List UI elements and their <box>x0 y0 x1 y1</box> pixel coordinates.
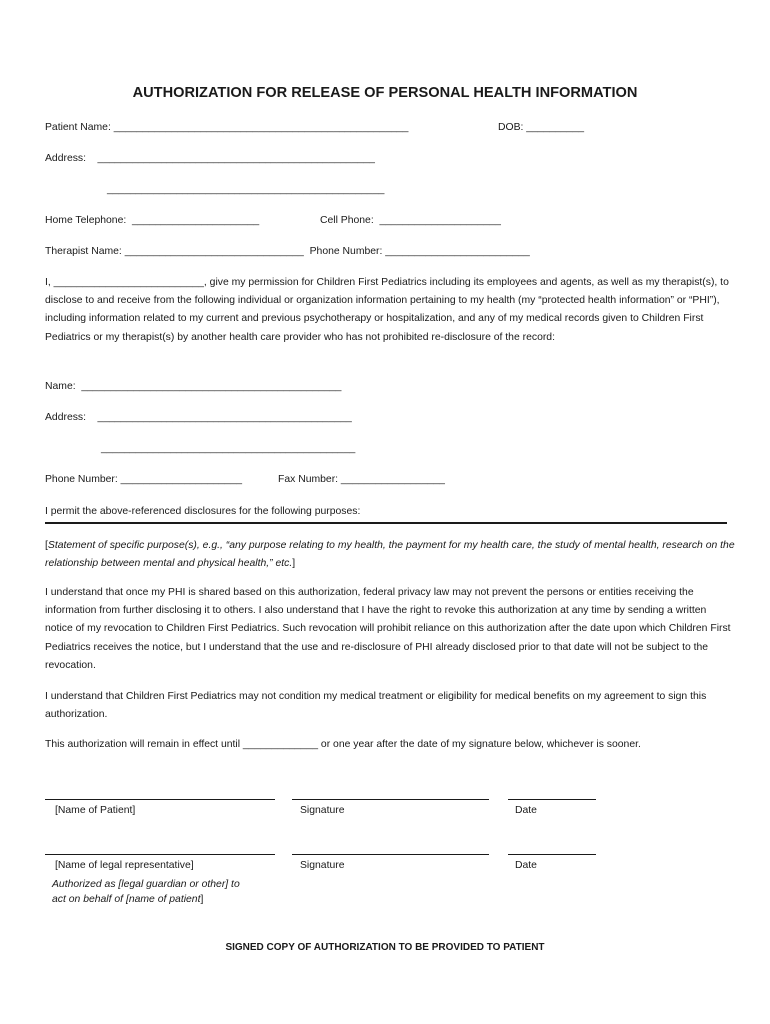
representative-signature-line[interactable] <box>292 854 489 855</box>
patient-name-field[interactable]: Patient Name: ___________________________________________________ <box>45 122 409 133</box>
representative-name-label: [Name of legal representative] <box>55 860 194 871</box>
condition-paragraph: I understand that Children First Pediatrics may not condition my medical treatment or eligibility for medical benefits on my agreement to sign this authorization. <box>45 691 707 721</box>
patient-signature-label: Signature <box>300 805 345 816</box>
purposes-intro: I permit the above-referenced disclosures for the following purposes: <box>45 506 361 517</box>
purposes-divider <box>45 522 727 524</box>
representative-signature-label: Signature <box>300 860 345 871</box>
patient-signature-line[interactable] <box>292 799 489 800</box>
representative-date-label: Date <box>515 860 537 871</box>
patient-address-field-line-2[interactable]: ________________________________________________ <box>107 184 385 195</box>
purpose-statement-text: Statement of specific purpose(s), e.g., “any purpose relating to my health, the payment for my health care, the study of mental health, research on the relationship between mental and physical health,” etc. <box>45 540 735 570</box>
phi-disclosure-paragraph: I understand that once my PHI is shared based on this authorization, federal privacy law may not prevent the persons or entities receiving the information from further disclosing it to others. I also understand that I have the right to revoke this authorization at any time by sending a written notice of my revocation to Children First Pediatrics. Such revocation will prohibit reliance on this authorization after the date upon which Children First Pediatrics receives the notice, but I understand that the use and re-disclosure of PHI already disclosed prior to that date will not be subject to the revocation. <box>45 587 731 671</box>
cell-phone-field[interactable]: Cell Phone: _____________________ <box>320 215 501 226</box>
permission-paragraph: I, __________________________, give my permission for Children First Pediatrics including its employees and agents, as well as my therapist(s), to disclose to and receive from the following individual or organization information pertaining to my health (my “protected health information” or “PHI”), including information related to my current and previous psychotherapy or hospitalization, and any of my medical records given to Children First Pediatrics or my therapist(s) by another health care provider who has not prohibited re-disclosure of the record: <box>45 277 729 343</box>
patient-name-label: [Name of Patient] <box>55 805 136 816</box>
recipient-address-field[interactable]: Address: ____________________________________________ <box>45 412 352 423</box>
recipient-address-field-line-2[interactable]: ____________________________________________ <box>101 443 356 454</box>
home-telephone-field[interactable]: Home Telephone: ______________________ <box>45 215 260 226</box>
recipient-fax-field[interactable]: Fax Number: __________________ <box>278 474 445 485</box>
representative-name-signature-line[interactable] <box>45 854 275 855</box>
therapist-name-field[interactable]: Therapist Name: _______________________________ Phone Number: _________________________ <box>45 246 530 257</box>
effect-duration-line[interactable]: This authorization will remain in effect until _____________ or one year after the date of my signature below, whichever is sooner. <box>45 739 641 750</box>
form-title: AUTHORIZATION FOR RELEASE OF PERSONAL HEALTH INFORMATION <box>132 85 638 101</box>
footer-notice: SIGNED COPY OF AUTHORIZATION TO BE PROVIDED TO PATIENT <box>225 942 545 953</box>
patient-date-line[interactable] <box>508 799 596 800</box>
representative-date-line[interactable] <box>508 854 596 855</box>
representative-authority-note-line-1: Authorized as [legal guardian or other] to <box>52 879 240 890</box>
recipient-phone-field[interactable]: Phone Number: _____________________ <box>45 474 243 485</box>
patient-name-signature-line[interactable] <box>45 799 275 800</box>
dob-field[interactable]: DOB: __________ <box>498 122 585 133</box>
purpose-statement[interactable]: [Statement of specific purpose(s), e.g., “any purpose relating to my health, the payment for my health care, the study of mental health, research on the relationship between mental and physical health,” etc.] <box>45 540 735 570</box>
recipient-name-field[interactable]: Name: _____________________________________________ <box>45 381 342 392</box>
patient-date-label: Date <box>515 805 537 816</box>
representative-authority-note-line-2: act on behalf of [name of patient] <box>52 894 204 905</box>
patient-address-field[interactable]: Address: ________________________________________________ <box>45 153 375 164</box>
